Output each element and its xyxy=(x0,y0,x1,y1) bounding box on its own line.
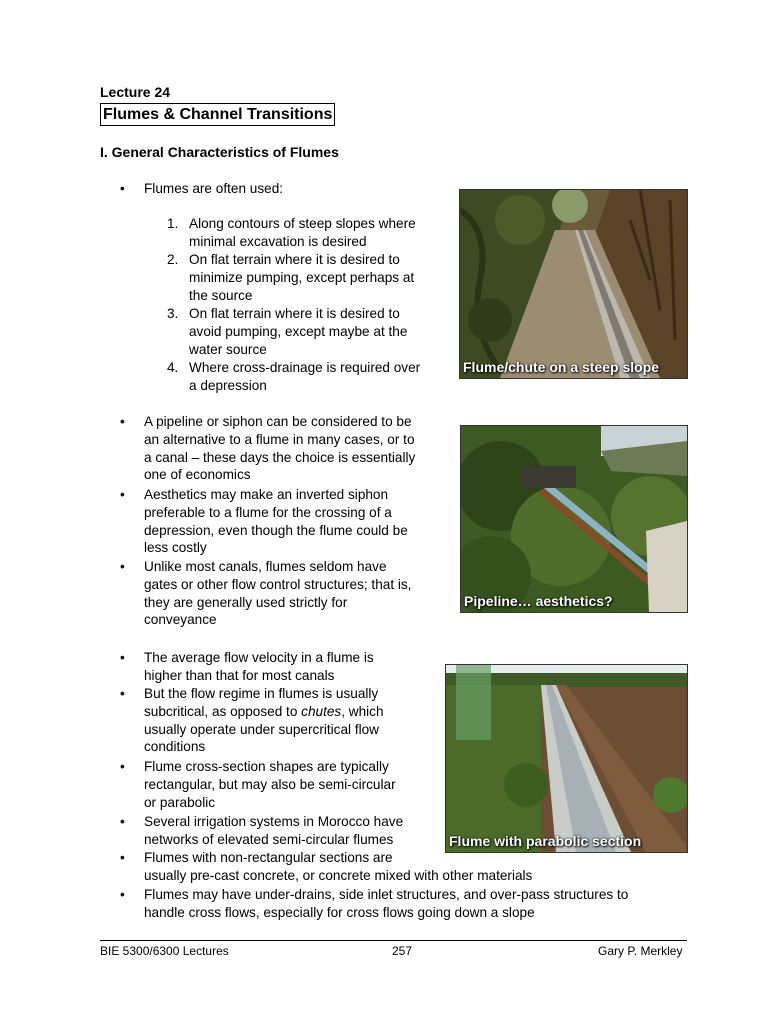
line: higher than that for most canals xyxy=(144,667,335,683)
item-number: 3. xyxy=(167,306,179,321)
lecture-number: Lecture 24 xyxy=(100,84,171,100)
page-title: Flumes & Channel Transitions xyxy=(100,103,335,126)
line: Flume cross-section shapes are typically xyxy=(144,759,389,774)
line: On flat terrain where it is desired to xyxy=(189,306,400,321)
list-item xyxy=(120,558,412,629)
line: A pipeline or siphon can be considered to be xyxy=(144,414,412,429)
pipeline-photo xyxy=(460,425,688,613)
line: But the flow regime in flumes is usually xyxy=(144,686,379,701)
line: water source xyxy=(189,341,267,357)
bullet-icon: • xyxy=(120,814,125,829)
line: usually operate under supercritical flow xyxy=(144,721,379,737)
footer-course: BIE 5300/6300 Lectures xyxy=(100,944,229,958)
numbered-item xyxy=(167,251,415,304)
line xyxy=(144,703,384,721)
line: The average flow velocity in a flume is xyxy=(144,650,374,665)
line: Along contours of steep slopes where xyxy=(189,216,416,231)
line: Unlike most canals, flumes seldom have xyxy=(144,559,387,574)
photo-caption: Flume/chute on a steep slope xyxy=(463,359,660,375)
line: gates or other flow control structures; that is, xyxy=(144,576,412,592)
parabolic-flume-photo xyxy=(445,664,688,853)
line: handle cross flows, especially for cross flows going down a slope xyxy=(144,904,535,920)
numbered-item xyxy=(167,215,416,251)
footer-author: Gary P. Merkley xyxy=(598,944,683,958)
footer-divider xyxy=(100,940,687,941)
line: usually pre-cast concrete, or concrete mixed with other materials xyxy=(144,867,533,883)
emphasis-text: chutes xyxy=(301,703,342,719)
bullet-icon: • xyxy=(120,559,125,574)
list-item xyxy=(120,413,416,484)
line: Aesthetics may make an inverted siphon xyxy=(144,487,389,502)
bullet-icon: • xyxy=(120,181,125,196)
photo-image xyxy=(460,190,687,378)
line: avoid pumping, except maybe at the xyxy=(189,323,408,339)
item-number: 2. xyxy=(167,252,179,267)
bullet-icon: • xyxy=(120,650,125,665)
line: an alternative to a flume in many cases, or to xyxy=(144,431,415,447)
line: On flat terrain where it is desired to xyxy=(189,252,400,267)
numbered-item xyxy=(167,305,408,358)
line: preferable to a flume for the crossing of a xyxy=(144,504,392,520)
line: a depression xyxy=(189,377,267,393)
line: Flumes with non-rectangular sections are xyxy=(144,850,393,865)
line: they are generally used strictly for xyxy=(144,594,348,610)
item-number: 1. xyxy=(167,216,179,231)
line: Where cross-drainage is required over xyxy=(189,360,421,375)
bullet-icon: • xyxy=(120,686,125,701)
line: depression, even though the flume could be xyxy=(144,522,408,538)
bullet-icon: • xyxy=(120,487,125,502)
text-run: subcritical, as opposed to xyxy=(144,703,302,719)
flume-steep-slope-photo xyxy=(459,189,688,379)
item-number: 4. xyxy=(167,360,179,375)
list-item xyxy=(120,649,374,685)
line: the source xyxy=(189,287,253,303)
photo-image xyxy=(446,665,687,852)
bullet-text: Flumes are often used: xyxy=(144,181,284,196)
line: minimal excavation is desired xyxy=(189,233,367,249)
list-item xyxy=(120,886,629,922)
line: conveyance xyxy=(144,612,217,628)
photo-caption: Pipeline… aesthetics? xyxy=(464,593,613,609)
line: less costly xyxy=(144,540,207,556)
line: minimize pumping, except perhaps at xyxy=(189,269,415,285)
line: conditions xyxy=(144,739,206,755)
line: rectangular, but may also be semi-circular xyxy=(144,776,396,792)
line: networks of elevated semi-circular flumes xyxy=(144,831,394,847)
text-run: , which xyxy=(341,703,384,719)
bullet-icon: • xyxy=(120,414,125,429)
bullet-icon: • xyxy=(120,850,125,865)
list-item xyxy=(120,758,396,811)
list-item xyxy=(120,685,384,756)
line: one of economics xyxy=(144,467,251,483)
line: Flumes may have under-drains, side inlet structures, and over-pass structures to xyxy=(144,887,629,902)
list-item xyxy=(120,849,533,885)
photo-caption: Flume with parabolic section xyxy=(449,833,642,849)
list-item xyxy=(120,486,408,557)
list-item xyxy=(120,813,404,849)
line: or parabolic xyxy=(144,794,216,810)
section-heading: I. General Characteristics of Flumes xyxy=(100,144,339,160)
numbered-item xyxy=(167,359,421,395)
bullet-icon: • xyxy=(120,759,125,774)
line: Several irrigation systems in Morocco have xyxy=(144,814,404,829)
photo-image xyxy=(461,426,687,612)
line: a canal – these days the choice is essentially xyxy=(144,449,416,465)
page-number: 257 xyxy=(392,944,413,958)
list-item xyxy=(120,180,284,198)
bullet-icon: • xyxy=(120,887,125,902)
